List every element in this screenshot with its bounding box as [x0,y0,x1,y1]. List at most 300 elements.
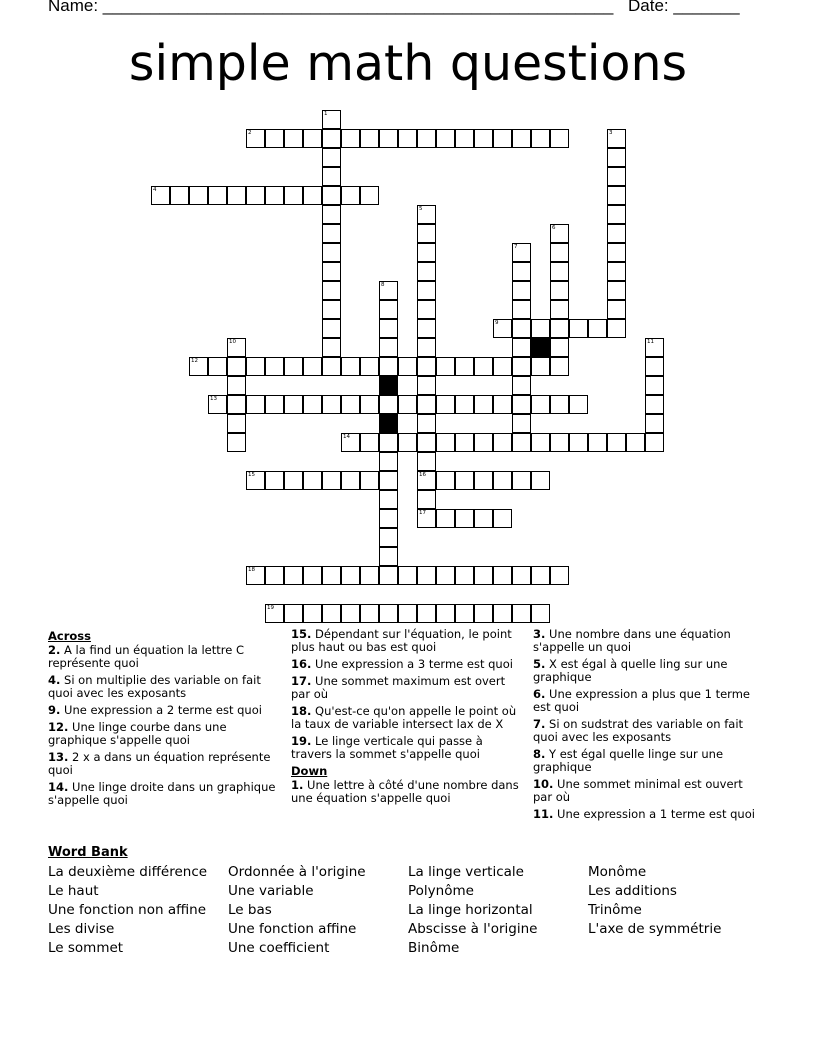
grid-cell[interactable] [436,471,455,490]
grid-cell[interactable] [645,357,664,376]
grid-cell[interactable] [322,167,341,186]
clue-down-8 [533,748,763,774]
word-bank-item: Binôme [408,940,460,956]
clue-text: Une expression a 3 terme est quoi [311,657,513,671]
clue-across-12 [48,721,278,747]
grid-cell[interactable] [417,338,436,357]
clues-column-1 [48,628,278,811]
grid-cell[interactable] [341,357,360,376]
grid-cell[interactable] [284,395,303,414]
grid-cell[interactable] [550,319,569,338]
clue-across-14 [48,781,278,807]
grid-cell[interactable] [512,281,531,300]
clue-number: 13 [210,396,217,402]
clue-across-9 [48,704,278,717]
clue-across-18 [291,705,523,731]
grid-cell[interactable] [417,376,436,395]
grid-cell[interactable] [531,395,550,414]
clue-text: 2 x a dans un équation représente quoi [48,750,271,777]
grid-cell[interactable] [379,547,398,566]
black-cell [379,376,398,395]
grid-cell[interactable] [512,300,531,319]
grid-cell[interactable] [265,471,284,490]
grid-cell[interactable] [455,395,474,414]
grid-cell[interactable] [322,471,341,490]
grid-cell[interactable] [398,129,417,148]
clue-number-label: 13. [48,750,69,764]
grid-cell[interactable] [379,528,398,547]
grid-cell[interactable] [493,566,512,585]
clue-text: X est égal à quelle ling sur une graphique [533,657,728,684]
grid-cell[interactable] [398,357,417,376]
grid-cell[interactable] [607,167,626,186]
grid-cell[interactable] [436,433,455,452]
grid-cell[interactable] [227,376,246,395]
grid-cell[interactable] [417,414,436,433]
grid-cell[interactable] [398,566,417,585]
clue-text: Le linge verticale qui passe à travers la sommet s'appelle quoi [291,734,483,761]
grid-cell[interactable] [607,186,626,205]
grid-cell[interactable] [531,319,550,338]
grid-cell[interactable] [322,129,341,148]
clue-number-label: 7. [533,717,546,731]
grid-cell[interactable] [493,129,512,148]
grid-cell[interactable] [303,357,322,376]
grid-cell[interactable] [493,433,512,452]
grid-cell[interactable] [322,395,341,414]
clue-number-label: 2. [48,643,61,657]
grid-cell[interactable] [569,319,588,338]
grid-cell[interactable] [341,129,360,148]
grid-cell[interactable] [569,395,588,414]
grid-cell[interactable] [284,357,303,376]
grid-cell[interactable] [322,148,341,167]
word-bank-item: Polynôme [408,883,474,899]
grid-cell[interactable] [493,604,512,623]
clue-number: 19 [267,605,274,611]
grid-cell[interactable] [379,338,398,357]
grid-cell[interactable] [303,604,322,623]
grid-cell[interactable] [626,433,645,452]
grid-cell[interactable] [284,604,303,623]
clue-number: 7 [514,244,518,250]
grid-cell[interactable] [417,433,436,452]
grid-cell[interactable] [550,300,569,319]
clue-text: Si on sudstrat des variable on fait quoi avec les exposants [533,717,744,744]
grid-cell[interactable] [379,604,398,623]
clue-number-label: 14. [48,780,69,794]
name-field[interactable]: Name: ______________________________________________________ [48,0,614,15]
grid-cell[interactable] [398,604,417,623]
grid-cell[interactable] [607,319,626,338]
grid-cell[interactable] [436,357,455,376]
word-bank-item: La linge verticale [408,864,524,880]
grid-cell[interactable] [512,395,531,414]
grid-cell[interactable] [531,566,550,585]
down-heading: Down [291,764,328,778]
word-bank-column [408,863,537,958]
grid-cell[interactable] [474,566,493,585]
grid-cell[interactable] [474,395,493,414]
clue-text: Une expression a 1 terme est quoi [553,807,755,821]
grid-cell[interactable] [417,490,436,509]
clue-text: Dépendant sur l'équation, le point plus haut ou bas est quoi [291,627,512,654]
grid-cell[interactable] [550,566,569,585]
grid-cell[interactable] [455,509,474,528]
grid-cell[interactable] [360,129,379,148]
clue-down-10 [533,778,763,804]
grid-cell[interactable] [322,604,341,623]
clue-number-label: 8. [533,747,546,761]
grid-cell[interactable] [455,433,474,452]
grid-cell[interactable] [417,300,436,319]
grid-cell[interactable] [436,604,455,623]
word-bank-item: La deuxième différence [48,864,208,880]
clue-number: 12 [191,358,198,364]
clue-number: 14 [343,434,350,440]
grid-cell[interactable] [474,604,493,623]
clues-column-3 [533,628,763,825]
word-bank-heading: Word Bank [48,845,128,860]
grid-cell[interactable] [607,148,626,167]
clue-number: 16 [419,472,426,478]
grid-cell[interactable] [379,509,398,528]
grid-cell[interactable] [417,566,436,585]
clue-text: Une sommet maximum est overt par où [291,674,506,701]
grid-cell[interactable] [322,205,341,224]
word-bank-item: Ordonnée à l'origine [228,864,366,880]
clues-column-2 [291,628,523,809]
clue-number: 6 [552,225,556,231]
grid-cell[interactable] [512,604,531,623]
grid-cell[interactable] [417,604,436,623]
grid-cell[interactable] [360,604,379,623]
date-field[interactable]: Date: _______ [628,0,740,15]
clue-number: 5 [419,206,423,212]
clue-number: 15 [248,472,255,478]
grid-cell[interactable] [436,509,455,528]
word-bank-item: Une fonction non affine [48,902,207,918]
clue-text: Une linge droite dans un graphique s'appelle quoi [48,780,276,807]
clue-text: A la find un équation la lettre C représente quoi [48,643,244,670]
grid-cell[interactable] [379,395,398,414]
grid-cell[interactable] [284,471,303,490]
grid-cell[interactable] [265,566,284,585]
grid-cell[interactable] [645,395,664,414]
grid-cell[interactable] [455,357,474,376]
clue-number: 1 [324,111,328,117]
clue-across-13 [48,751,278,777]
grid-cell[interactable] [531,433,550,452]
grid-cell[interactable] [303,395,322,414]
grid-cell[interactable] [436,395,455,414]
grid-cell[interactable] [417,357,436,376]
grid-cell[interactable] [360,566,379,585]
grid-cell[interactable] [379,566,398,585]
word-bank-item: Le haut [48,883,99,899]
clue-number-label: 6. [533,687,546,701]
grid-cell[interactable] [417,243,436,262]
clue-number: 17 [419,510,426,516]
grid-cell[interactable] [607,281,626,300]
grid-cell[interactable] [474,509,493,528]
grid-cell[interactable] [474,129,493,148]
grid-cell[interactable] [512,471,531,490]
grid-cell[interactable] [284,566,303,585]
clue-number: 4 [153,187,157,193]
grid-cell[interactable] [303,186,322,205]
clue-text: Y est égal quelle linge sur une graphique [533,747,724,774]
grid-cell[interactable] [322,281,341,300]
grid-cell[interactable] [379,433,398,452]
clue-across-16 [291,658,523,671]
clue-number-label: 5. [533,657,546,671]
word-bank-item: Abscisse à l'origine [408,921,538,937]
word-bank-item: Les divise [48,921,115,937]
grid-cell[interactable] [246,186,265,205]
grid-cell[interactable] [474,433,493,452]
page-title: simple math questions [128,35,688,92]
grid-cell[interactable] [379,452,398,471]
clue-number-label: 1. [291,778,304,792]
grid-cell[interactable] [227,414,246,433]
clue-text: Une nombre dans une équation s'appelle un quoi [533,627,731,654]
clue-text: Une lettre à côté d'une nombre dans une équation s'appelle quoi [291,778,519,805]
grid-cell[interactable] [246,357,265,376]
clue-number-label: 16. [291,657,312,671]
black-cell [379,414,398,433]
grid-cell[interactable] [341,604,360,623]
grid-cell[interactable] [607,243,626,262]
grid-cell[interactable] [531,129,550,148]
grid-cell[interactable] [360,186,379,205]
grid-cell[interactable] [455,604,474,623]
grid-cell[interactable] [455,471,474,490]
grid-cell[interactable] [512,129,531,148]
clue-across-2 [48,644,278,670]
grid-cell[interactable] [550,433,569,452]
clue-number-label: 17. [291,674,312,688]
grid-cell[interactable] [398,433,417,452]
word-bank-item: Trinôme [588,902,642,918]
grid-cell[interactable] [531,604,550,623]
grid-cell[interactable] [379,300,398,319]
grid-cell[interactable] [379,471,398,490]
grid-cell[interactable] [607,224,626,243]
grid-cell[interactable] [512,262,531,281]
clue-text: Une expression a 2 terme est quoi [60,703,262,717]
grid-cell[interactable] [303,566,322,585]
grid-cell[interactable] [341,395,360,414]
grid-cell[interactable] [379,490,398,509]
clue-number: 11 [647,339,654,345]
word-bank-item: Monôme [588,864,647,880]
grid-cell[interactable] [417,129,436,148]
grid-cell[interactable] [322,566,341,585]
clue-number-label: 11. [533,807,554,821]
clue-text: Si on multiplie des variable on fait quoi avec les exposants [48,673,261,700]
clue-number: 10 [229,339,236,345]
grid-cell[interactable] [512,566,531,585]
across-heading: Across [48,629,91,643]
grid-cell[interactable] [493,509,512,528]
clue-number-label: 15. [291,627,312,641]
clue-number-label: 4. [48,673,61,687]
grid-cell[interactable] [417,395,436,414]
grid-cell[interactable] [512,433,531,452]
grid-cell[interactable] [550,395,569,414]
grid-cell[interactable] [417,262,436,281]
grid-cell[interactable] [417,452,436,471]
grid-cell[interactable] [189,186,208,205]
grid-cell[interactable] [436,566,455,585]
grid-cell[interactable] [322,319,341,338]
grid-cell[interactable] [265,395,284,414]
grid-cell[interactable] [550,357,569,376]
grid-cell[interactable] [550,243,569,262]
clue-number-label: 18. [291,704,312,718]
grid-cell[interactable] [360,433,379,452]
grid-cell[interactable] [493,357,512,376]
grid-cell[interactable] [607,300,626,319]
grid-cell[interactable] [493,395,512,414]
clue-down-3 [533,628,763,654]
grid-cell[interactable] [493,471,512,490]
grid-cell[interactable] [645,376,664,395]
clue-down-6 [533,688,763,714]
grid-cell[interactable] [417,281,436,300]
grid-cell[interactable] [512,319,531,338]
grid-cell[interactable] [341,471,360,490]
grid-cell[interactable] [265,357,284,376]
clue-across-15 [291,628,523,654]
grid-cell[interactable] [512,357,531,376]
grid-cell[interactable] [322,262,341,281]
word-bank-column [48,863,207,958]
clue-text: Une linge courbe dans une graphique s'appelle quoi [48,720,227,747]
grid-cell[interactable] [550,281,569,300]
clue-down-7 [533,718,763,744]
grid-cell[interactable] [607,205,626,224]
clue-number-label: 9. [48,703,61,717]
grid-cell[interactable] [607,262,626,281]
grid-cell[interactable] [360,357,379,376]
grid-cell[interactable] [360,395,379,414]
grid-cell[interactable] [455,566,474,585]
grid-cell[interactable] [284,129,303,148]
grid-cell[interactable] [227,433,246,452]
grid-cell[interactable] [322,357,341,376]
grid-cell[interactable] [360,471,379,490]
clue-across-4 [48,674,278,700]
grid-cell[interactable] [303,471,322,490]
grid-cell[interactable] [227,395,246,414]
clue-across-17 [291,675,523,701]
clue-text: Une sommet minimal est ouvert par où [533,777,743,804]
grid-cell[interactable] [550,338,569,357]
clue-down-11 [533,808,763,821]
word-bank-item: La linge horizontal [408,902,533,918]
word-bank-item: Le sommet [48,940,124,956]
grid-cell[interactable] [322,186,341,205]
clue-number: 3 [609,130,613,136]
clue-number: 18 [248,567,255,573]
grid-cell[interactable] [265,129,284,148]
grid-cell[interactable] [379,319,398,338]
grid-cell[interactable] [531,471,550,490]
grid-cell[interactable] [436,129,455,148]
grid-cell[interactable] [512,338,531,357]
grid-cell[interactable] [303,129,322,148]
clue-text: Qu'est-ce qu'on appelle le point où la taux de variable intersect lax de X [291,704,517,731]
grid-cell[interactable] [322,224,341,243]
grid-cell[interactable] [474,357,493,376]
word-bank-item: Une variable [228,883,314,899]
grid-cell[interactable] [474,471,493,490]
clue-number-label: 19. [291,734,312,748]
grid-cell[interactable] [322,300,341,319]
clue-number-label: 12. [48,720,69,734]
grid-cell[interactable] [208,357,227,376]
grid-cell[interactable] [341,186,360,205]
grid-cell[interactable] [607,433,626,452]
word-bank-column [228,863,366,958]
clue-text: Une expression a plus que 1 terme est quoi [533,687,750,714]
grid-cell[interactable] [341,566,360,585]
word-bank-column [588,863,721,939]
word-bank-item: Une coefficient [228,940,330,956]
grid-cell[interactable] [322,243,341,262]
word-bank-item: Les additions [588,883,677,899]
word-bank-item: L'axe de symmétrie [588,921,722,937]
grid-cell[interactable] [398,395,417,414]
word-bank-item: Le bas [228,902,272,918]
grid-cell[interactable] [322,338,341,357]
grid-cell[interactable] [512,414,531,433]
grid-cell[interactable] [531,357,550,376]
clue-number: 9 [495,320,499,326]
grid-cell[interactable] [284,186,303,205]
grid-cell[interactable] [569,433,588,452]
grid-cell[interactable] [227,186,246,205]
grid-cell[interactable] [170,186,189,205]
clue-across-19 [291,735,523,761]
clue-down-1 [291,779,523,805]
grid-cell[interactable] [550,262,569,281]
grid-cell[interactable] [645,433,664,452]
grid-cell[interactable] [379,129,398,148]
grid-cell[interactable] [208,186,227,205]
grid-cell[interactable] [588,319,607,338]
grid-cell[interactable] [417,319,436,338]
grid-cell[interactable] [588,433,607,452]
clue-number: 2 [248,130,252,136]
clue-number-label: 10. [533,777,554,791]
grid-cell[interactable] [455,129,474,148]
grid-cell[interactable] [550,129,569,148]
black-cell [531,338,550,357]
grid-cell[interactable] [645,414,664,433]
grid-cell[interactable] [246,395,265,414]
grid-cell[interactable] [512,376,531,395]
clue-number: 8 [381,282,385,288]
clue-number-label: 3. [533,627,546,641]
grid-cell[interactable] [379,357,398,376]
word-bank-item: Une fonction affine [228,921,357,937]
grid-cell[interactable] [227,357,246,376]
grid-cell[interactable] [417,224,436,243]
grid-cell[interactable] [265,186,284,205]
